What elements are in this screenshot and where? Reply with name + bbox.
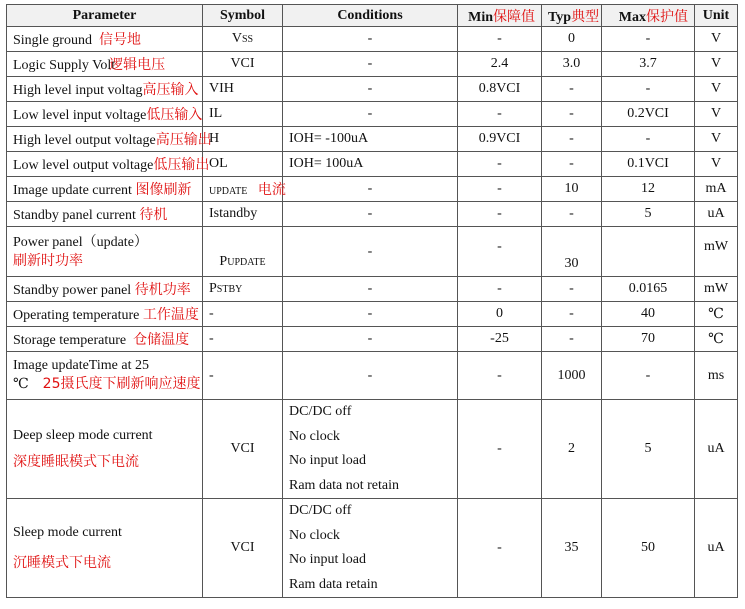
param-label: Sleep mode current xyxy=(13,525,122,540)
param-cn-label: 深度睡眠模式下电流 xyxy=(13,454,139,470)
symbol-cell xyxy=(203,202,283,227)
symbol-label: H xyxy=(209,131,220,146)
table-row xyxy=(7,327,738,352)
unit-cell: V xyxy=(695,52,738,77)
param-label: Image update current xyxy=(13,183,132,198)
min-cell: 0.9VCI xyxy=(458,127,542,152)
conditions-cell: - xyxy=(283,352,458,400)
unit-cell: V xyxy=(695,102,738,127)
min-cell: - xyxy=(458,152,542,177)
param-cn-label: 逻辑电压 xyxy=(109,57,166,73)
param-label: Power panel（update） xyxy=(13,234,148,250)
table-row xyxy=(7,352,738,400)
symbol-subscript: UPDATE xyxy=(209,186,248,197)
typ-cell: - xyxy=(542,152,602,177)
conditions-cell xyxy=(283,499,458,598)
conditions-cell xyxy=(283,400,458,499)
param-cn-label: 信号地 xyxy=(98,32,141,48)
header-min xyxy=(458,5,542,27)
param-cell xyxy=(7,27,203,52)
typ-cell: 10 xyxy=(542,177,602,202)
max-cell: - xyxy=(602,352,695,400)
condition-line: No clock xyxy=(289,428,340,444)
param-label: High level input voltag xyxy=(13,83,143,98)
param-label: High level output voltage xyxy=(13,133,156,148)
param-cell xyxy=(7,177,203,202)
symbol-label: IL xyxy=(209,106,223,121)
symbol-cell: VCI xyxy=(203,400,283,499)
param-cn-label: 工作温度 xyxy=(142,307,199,323)
param-cell xyxy=(7,202,203,227)
param-cn-label: 低压输入 xyxy=(146,107,203,123)
table-row xyxy=(7,499,738,598)
param-cell xyxy=(7,352,203,400)
symbol-cell xyxy=(203,52,283,77)
min-cell: - xyxy=(458,352,542,400)
condition-line: No input load xyxy=(289,453,366,468)
min-cell: -25 xyxy=(458,327,542,352)
conditions-cell: - xyxy=(283,202,458,227)
table-row xyxy=(7,227,738,277)
symbol-label: P xyxy=(219,254,228,269)
max-cell: 0.1VCI xyxy=(602,152,695,177)
min-cell: - xyxy=(458,277,542,302)
header-max xyxy=(602,5,695,27)
param-cell xyxy=(7,152,210,177)
param-cn-label: 沉睡模式下电流 xyxy=(13,555,111,571)
header-max-cn: 保护值 xyxy=(646,8,688,25)
param-cn-label: 仓储温度 xyxy=(133,332,190,348)
symbol-label: P xyxy=(209,281,217,296)
table-row xyxy=(7,77,738,102)
typ-cell: - xyxy=(542,102,602,127)
conditions-cell: - xyxy=(283,227,458,277)
max-cell: 12 xyxy=(602,177,695,202)
param-cn-label: 高压输入 xyxy=(142,82,199,98)
typ-cell: 3.0 xyxy=(542,52,602,77)
header-parameter: Parameter xyxy=(7,5,203,27)
param-cn-label: 待机功率 xyxy=(134,282,191,298)
symbol-subscript: STBY xyxy=(216,284,243,295)
unit-cell: ℃ xyxy=(695,302,738,327)
unit-cell: V xyxy=(695,127,738,152)
conditions-cell: - xyxy=(283,52,458,77)
conditions-cell: - xyxy=(283,77,458,102)
condition-line: No input load xyxy=(289,552,366,567)
table-row xyxy=(7,27,738,52)
param-cn-label: 图像刷新 xyxy=(135,182,192,198)
table-row xyxy=(7,102,738,127)
max-cell: 5 xyxy=(602,400,695,499)
symbol-label: V xyxy=(231,31,242,46)
header-min-label: Min xyxy=(468,9,493,25)
max-cell xyxy=(602,227,695,277)
header-row xyxy=(7,5,738,27)
max-cell: - xyxy=(602,77,695,102)
param-cell xyxy=(7,499,203,598)
max-cell: 3.7 xyxy=(602,52,695,77)
typ-cell: 0 xyxy=(542,27,602,52)
typ-cell: - xyxy=(542,277,602,302)
symbol-subscript: SS xyxy=(242,34,254,45)
conditions-cell: - xyxy=(283,302,458,327)
symbol-cell xyxy=(203,227,283,277)
param-cell xyxy=(7,77,203,102)
table-row xyxy=(7,127,738,152)
header-min-cn: 保障值 xyxy=(493,8,535,25)
conditions-cell: - xyxy=(283,27,458,52)
condition-line: Ram data retain xyxy=(289,576,378,592)
unit-cell: mA xyxy=(695,177,738,202)
param-label: Storage temperature xyxy=(13,333,127,348)
symbol-cell: - xyxy=(203,302,283,327)
symbol-cell: - xyxy=(203,352,283,400)
min-cell: - xyxy=(458,499,542,598)
condition-line: DC/DC off xyxy=(289,404,352,419)
conditions-cell: IOH= -100uA xyxy=(283,127,458,152)
conditions-cell: - xyxy=(283,277,458,302)
param-cell xyxy=(7,302,203,327)
symbol-label: VCI xyxy=(230,56,255,71)
param-label: Low level input voltage xyxy=(13,108,147,123)
param-cell xyxy=(7,102,203,127)
param-cn-label: 低压输出 xyxy=(153,157,210,173)
symbol-cell: - xyxy=(203,327,283,352)
conditions-cell: - xyxy=(283,102,458,127)
param-cell xyxy=(7,227,203,277)
typ-cell: - xyxy=(542,127,602,152)
max-cell: - xyxy=(602,127,695,152)
symbol-cell: VCI xyxy=(203,499,283,598)
table-row xyxy=(7,302,738,327)
param-cell xyxy=(7,327,203,352)
header-typ xyxy=(542,5,602,27)
unit-cell: mW xyxy=(695,277,738,302)
max-cell: 0.2VCI xyxy=(602,102,695,127)
param-label: Logic Supply Volt xyxy=(13,58,116,73)
typ-cell: 30 xyxy=(542,227,602,277)
header-conditions: Conditions xyxy=(283,5,458,27)
typ-cell: 2 xyxy=(542,400,602,499)
symbol-cell xyxy=(203,127,283,152)
min-cell: 2.4 xyxy=(458,52,542,77)
table-row xyxy=(7,52,738,77)
min-cell: - xyxy=(458,400,542,499)
max-cell: 50 xyxy=(602,499,695,598)
min-cell: 0 xyxy=(458,302,542,327)
symbol-cell xyxy=(203,177,286,202)
header-typ-label: Typ xyxy=(548,9,572,25)
param-cn-label: 25摄氏度下刷新响应速度 xyxy=(42,376,201,392)
max-cell: 40 xyxy=(602,302,695,327)
unit-cell: ℃ xyxy=(695,327,738,352)
param-label: Operating temperature xyxy=(13,308,140,323)
max-cell: - xyxy=(602,27,695,52)
symbol-label: VIH xyxy=(209,81,234,96)
header-typ-cn: 典型 xyxy=(571,8,600,25)
max-cell: 0.0165 xyxy=(602,277,695,302)
condition-line: Ram data not retain xyxy=(289,477,400,493)
param-cn-label: 刷新时功率 xyxy=(13,252,83,269)
min-cell: - xyxy=(458,227,542,277)
symbol-label: Istandby xyxy=(209,206,258,221)
param-label: Single ground xyxy=(13,33,92,48)
table-row xyxy=(7,152,738,177)
param-label: Standby panel current xyxy=(13,208,136,223)
min-cell: - xyxy=(458,177,542,202)
unit-cell: V xyxy=(695,77,738,102)
symbol-subscript: UPDATE xyxy=(227,257,266,268)
spec-table xyxy=(6,4,738,598)
typ-cell: - xyxy=(542,202,602,227)
symbol-cell xyxy=(203,102,283,127)
min-cell: - xyxy=(458,102,542,127)
param-cn-label: 高压输出 xyxy=(155,132,212,148)
typ-cell: 1000 xyxy=(542,352,602,400)
typ-cell: - xyxy=(542,327,602,352)
param-label: Deep sleep mode current xyxy=(13,428,153,443)
conditions-cell: - xyxy=(283,177,458,202)
param-label: Standby power panel xyxy=(13,283,132,298)
conditions-cell: IOH= 100uA xyxy=(283,152,458,177)
param-cell xyxy=(7,277,203,302)
symbol-cell xyxy=(203,152,283,177)
header-max-label: Max xyxy=(618,9,646,25)
symbol-cell xyxy=(203,27,283,52)
typ-cell: - xyxy=(542,77,602,102)
param-cell xyxy=(7,400,203,499)
symbol-cell xyxy=(203,277,283,302)
param-cell xyxy=(7,127,212,152)
symbol-cell xyxy=(203,77,283,102)
condition-line: DC/DC off xyxy=(289,503,352,518)
unit-cell: uA xyxy=(695,400,738,499)
param-unit-label: ℃ xyxy=(13,377,29,392)
typ-cell: - xyxy=(542,302,602,327)
unit-cell: uA xyxy=(695,499,738,598)
header-symbol: Symbol xyxy=(203,5,283,27)
typ-cell: 35 xyxy=(542,499,602,598)
table-row xyxy=(7,202,738,227)
unit-cell: uA xyxy=(695,202,738,227)
unit-cell: V xyxy=(695,152,738,177)
min-cell: - xyxy=(458,202,542,227)
max-cell: 5 xyxy=(602,202,695,227)
max-cell: 70 xyxy=(602,327,695,352)
param-line-2 xyxy=(13,375,201,394)
unit-cell: V xyxy=(695,27,738,52)
condition-line: No clock xyxy=(289,527,340,543)
table-row xyxy=(7,400,738,499)
symbol-label: OL xyxy=(209,156,228,171)
min-cell: 0.8VCI xyxy=(458,77,542,102)
param-cn-label: 待机 xyxy=(139,207,168,223)
param-cell xyxy=(7,52,203,77)
table-row xyxy=(7,277,738,302)
symbol-cn-label: 电流 xyxy=(257,182,286,198)
unit-cell: ms xyxy=(695,352,738,400)
unit-cell: mW xyxy=(695,227,738,277)
table-row xyxy=(7,177,738,202)
conditions-cell: - xyxy=(283,327,458,352)
header-unit: Unit xyxy=(695,5,738,27)
param-label: Low level output voltage xyxy=(13,158,154,173)
min-cell: - xyxy=(458,27,542,52)
param-label: Image updateTime at 25 xyxy=(13,358,149,373)
